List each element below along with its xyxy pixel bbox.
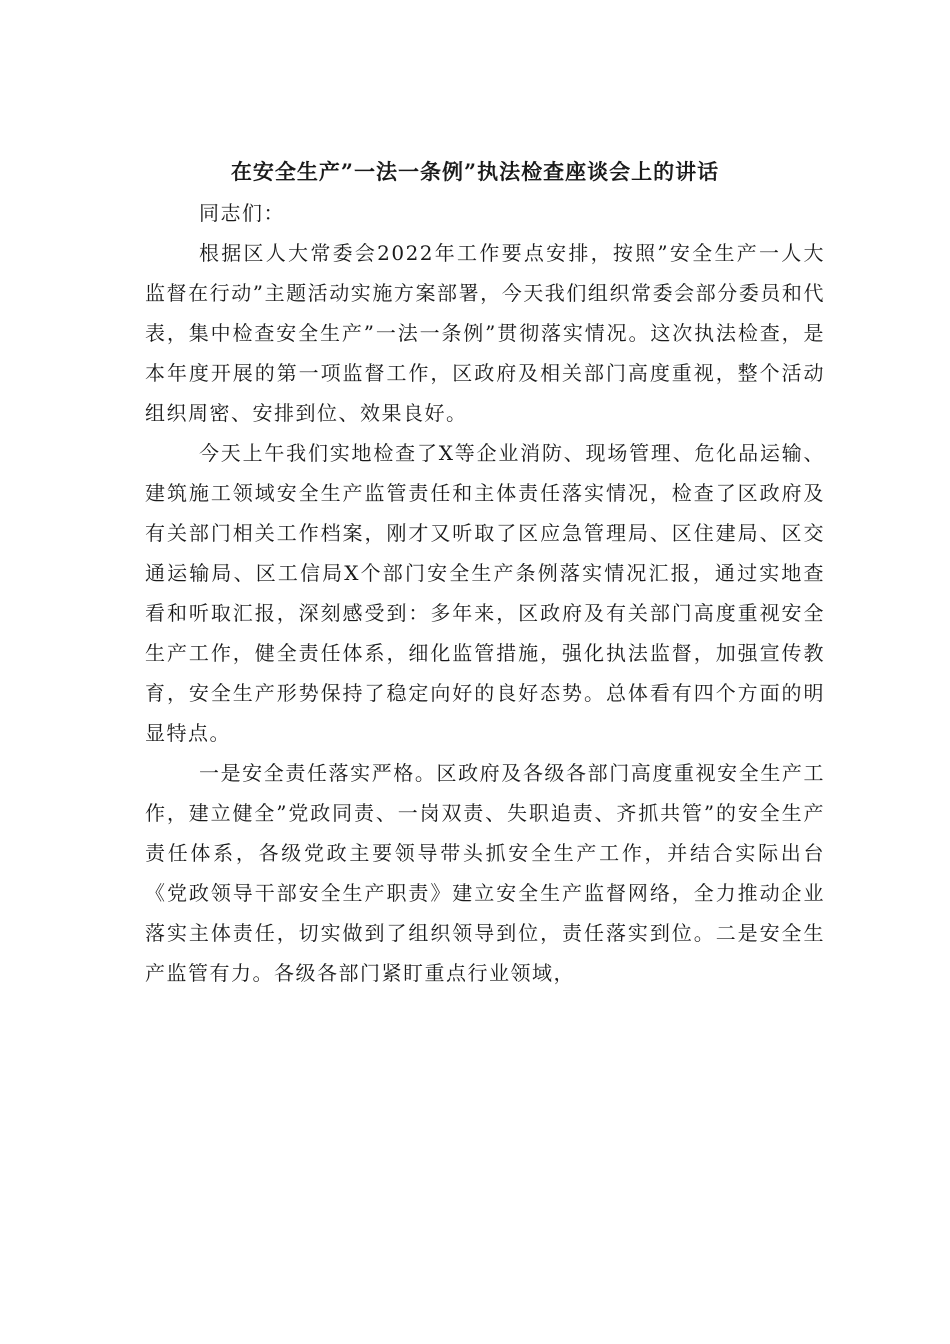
paragraph-2: 今天上午我们实地检查了X等企业消防、现场管理、危化品运输、建筑施工领域安全生产监管责任和主体责任落实情况，检查了区政府及有关部门相关工作档案，刚才又听取了区应急管理局、区住建局、区交通运输局、区工信局X个部门安全生产条例落实情况汇报，通过实地查看和听取汇报，深刻感受到：多年来，区政府及有关部门高度重视安全生产工作，健全责任体系，细化监管措施，强化执法监督，加强宣传教育，安全生产形势保持了稳定向好的良好态势。总体看有四个方面的明显特点。 [145, 441, 825, 745]
document-body [145, 193, 825, 993]
paragraph-1: 根据区人大常委会2022年工作要点安排，按照”安全生产一人大监督在行动”主题活动实施方案部署，今天我们组织常委会部分委员和代表，集中检查安全生产”一法一条例”贯彻落实情况。这次执法检查，是本年度开展的第一项监督工作，区政府及相关部门高度重视，整个活动组织周密、安排到位、效果良好。 [145, 241, 825, 425]
document-title: 在安全生产”一法一条例”执法检查座谈会上的讲话 [230, 159, 720, 184]
paragraph-3: 一是安全责任落实严格。区政府及各级各部门高度重视安全生产工作，建立健全”党政同责、一岗双责、失职追责、齐抓共管”的安全生产责任体系，各级党政主要领导带头抓安全生产工作，并结合实际出台《党政领导干部安全生产职责》建立安全生产监督网络，全力推动企业落实主体责任，切实做到了组织领导到位，责任落实到位。二是安全生产监管有力。各级各部门紧盯重点行业领域， [145, 761, 825, 985]
greeting: 同志们： [199, 201, 285, 225]
